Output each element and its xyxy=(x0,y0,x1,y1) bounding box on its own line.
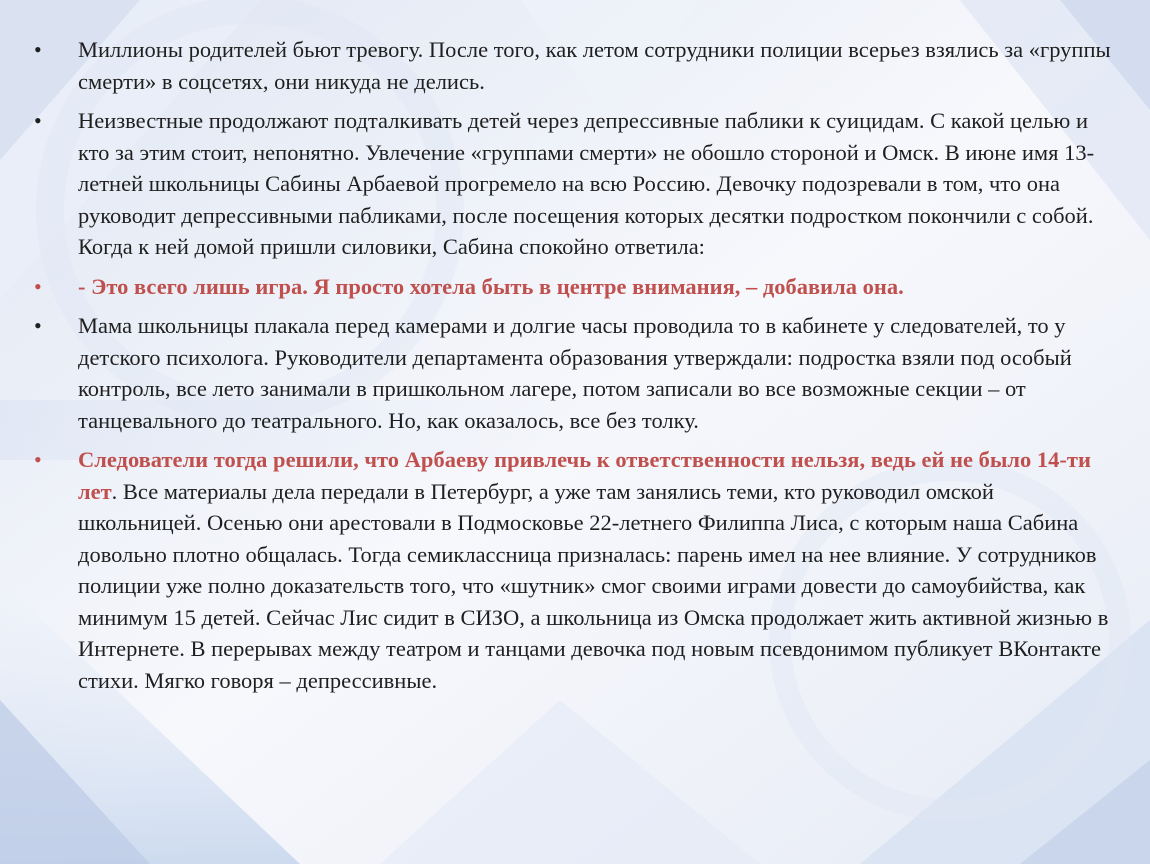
bullet-dot-icon: • xyxy=(34,447,42,472)
paragraph-text: Неизвестные продолжают подталкивать детей через депрессивные паблики к суицидам. С какой целью и кто за этим стоит, непонятно. Увлечение «группами смерти» не обошло стороной и Омск. В июне имя 13-летней школьницы Сабины Арбаевой прогремело на всю Россию. Девочку подозревали в том, что она руководит депрессивными пабликами, после посещения которых десятки подростком покончили с собой. Когда к ней домой пришли силовики, Сабина спокойно ответила: xyxy=(78,108,1095,259)
paragraph-text: . Все материалы дела передали в Петербург, а уже там занялись теми, кто руководил омской школьницей. Осенью они арестовали в Подмосковье 22-летнего Филиппа Лиса, с которым наша Сабина довольно плотно общалась. Тогда семиклассница призналась: парень имел на нее влияние. У сотрудников полиции уже полно доказательств того, что «шутник» смог своими играми довести до самоубийства, как минимум 15 детей. Сейчас Лис сидит в СИЗО, а школьница из Омска продолжает жить активной жизнью в Интернете. В перерывах между театром и танцами девочка под новым псевдонимом публикует ВКонтакте стихи. Мягко говоря – депрессивные. xyxy=(78,478,1109,693)
highlight-text: Следователи тогда решили, что Арбаеву привлечь к ответственности нельзя, ведь ей не было 14-ти лет xyxy=(78,447,1091,504)
bullet-dot-icon: • xyxy=(34,108,42,133)
slide-content xyxy=(28,34,1118,704)
bullet-item-2 xyxy=(28,105,1118,263)
bullet-item-3 xyxy=(28,271,1118,303)
bullet-item-1 xyxy=(28,34,1118,97)
bullet-item-4 xyxy=(28,310,1118,436)
quote-text: - Это всего лишь игра. Я просто хотела быть в центре внимания, – добавила она. xyxy=(78,273,904,299)
bullet-dot-icon: • xyxy=(34,313,42,338)
paragraph-text: Миллионы родителей бьют тревогу. После того, как летом сотрудники полиции всерьез взялись за «группы смерти» в соцсетях, они никуда не делись. xyxy=(78,37,1111,94)
bullet-item-5 xyxy=(28,444,1118,696)
paragraph-text: Мама школьницы плакала перед камерами и долгие часы проводила то в кабинете у следователей, то у детского психолога. Руководители департамента образования утверждали: подростка взяли под особый контроль, все лето занимали в пришкольном лагере, потом записали во все возможные секции – от танцевального до театрального. Но, как оказалось, все без толку. xyxy=(78,313,1072,433)
bullet-dot-icon: • xyxy=(34,273,42,299)
bullet-list xyxy=(28,34,1118,696)
bullet-dot-icon: • xyxy=(34,37,42,62)
